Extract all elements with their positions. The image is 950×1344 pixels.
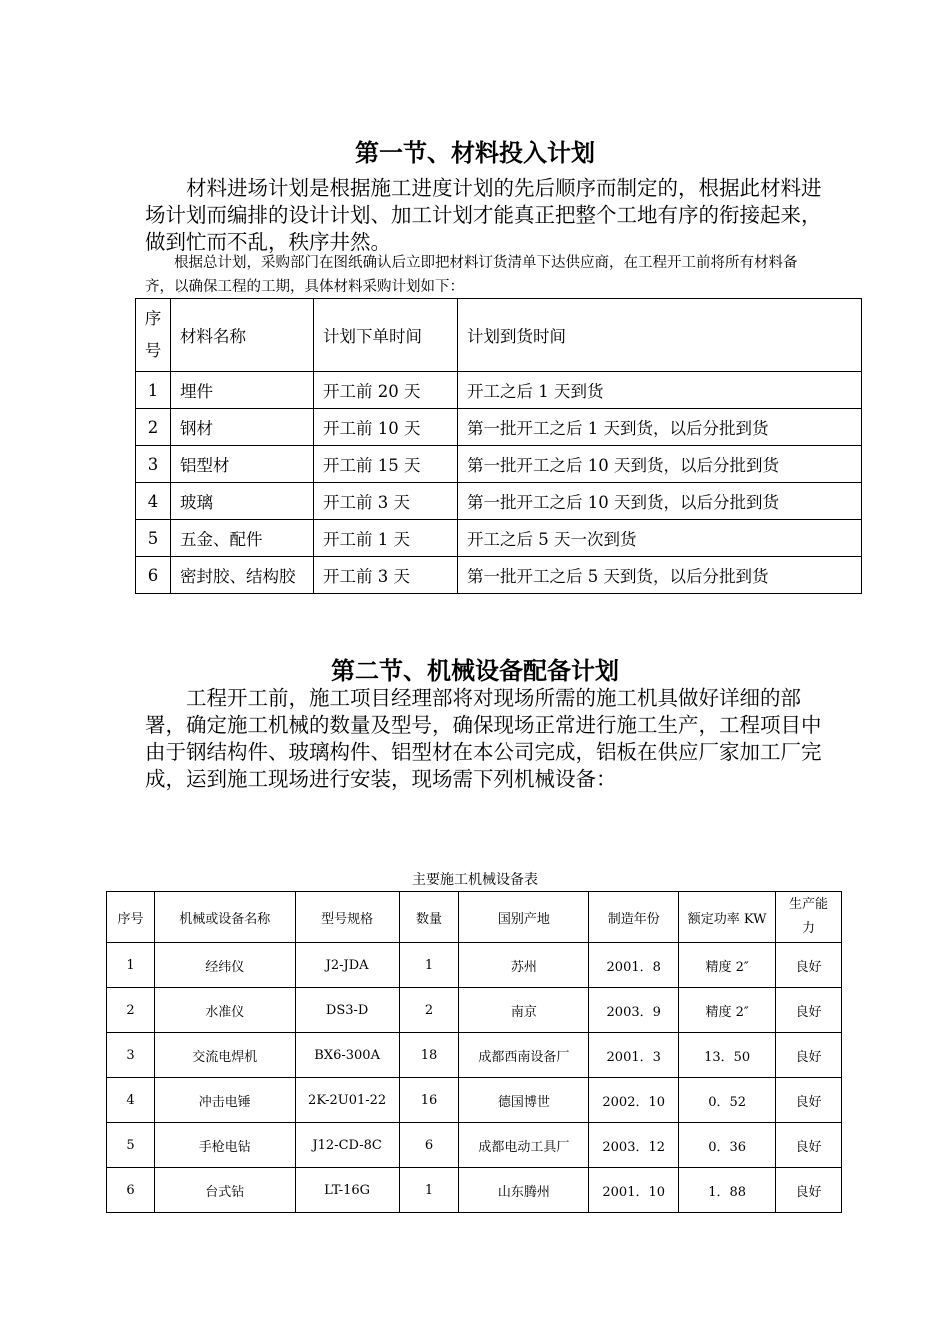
cell-capacity: 良好 (776, 1168, 842, 1213)
table-row (136, 483, 862, 520)
table-row (136, 409, 862, 446)
cell-seq: 5 (136, 520, 171, 557)
cell-order-time: 开工前 3 天 (314, 557, 458, 594)
cell-material: 埋件 (171, 372, 314, 409)
header-seq: 序号 (107, 892, 155, 943)
cell-seq: 3 (136, 446, 171, 483)
cell-year: 2003．12 (589, 1123, 679, 1168)
cell-seq: 2 (107, 988, 155, 1033)
cell-seq: 4 (136, 483, 171, 520)
cell-seq: 5 (107, 1123, 155, 1168)
cell-name: 手枪电钻 (154, 1123, 295, 1168)
cell-capacity: 良好 (776, 1123, 842, 1168)
header-model: 型号规格 (295, 892, 399, 943)
table-header-row (107, 892, 842, 943)
cell-origin: 成都电动工具厂 (459, 1123, 589, 1168)
cell-power: 精度 2″ (679, 988, 776, 1033)
cell-material: 玻璃 (171, 483, 314, 520)
header-order-time: 计划下单时间 (314, 299, 458, 372)
equipment-table-caption: 主要施工机械设备表 (412, 872, 538, 888)
cell-year: 2001．8 (589, 943, 679, 988)
cell-seq: 6 (136, 557, 171, 594)
cell-power: 0．52 (679, 1078, 776, 1123)
table-row (107, 988, 842, 1033)
cell-model: DS3-D (295, 988, 399, 1033)
table-row (136, 557, 862, 594)
cell-quantity: 1 (399, 943, 459, 988)
cell-origin: 苏州 (459, 943, 589, 988)
header-capacity: 生产能 力 (776, 892, 842, 943)
cell-name: 交流电焊机 (154, 1033, 295, 1078)
cell-origin: 山东腾州 (459, 1168, 589, 1213)
table-row (107, 1168, 842, 1213)
table-row (107, 1033, 842, 1078)
cell-seq: 2 (136, 409, 171, 446)
cell-quantity: 16 (399, 1078, 459, 1123)
table-row (107, 1078, 842, 1123)
section2-title: 第二节、机械设备配备计划 (331, 657, 619, 685)
cell-arrival-time: 第一批开工之后 5 天到货，以后分批到货 (458, 557, 862, 594)
cell-capacity: 良好 (776, 1078, 842, 1123)
cell-capacity: 良好 (776, 988, 842, 1033)
cell-name: 台式钻 (154, 1168, 295, 1213)
table-row (136, 446, 862, 483)
cell-capacity: 良好 (776, 943, 842, 988)
header-seq: 序 号 (136, 299, 171, 372)
cell-quantity: 2 (399, 988, 459, 1033)
cell-seq: 6 (107, 1168, 155, 1213)
cell-material: 铝型材 (171, 446, 314, 483)
cell-material: 五金、配件 (171, 520, 314, 557)
section2-paragraph: 工程开工前，施工项目经理部将对现场所需的施工机具做好详细的部署，确定施工机械的数量及型号，确保现场正常进行施工生产，工程项目中由于钢结构件、玻璃构件、铝型材在本公司完成，铝板在供应厂家加工厂完成，运到施工现场进行安装，现场需下列机械设备： (145, 686, 822, 791)
header-equipment-name: 机械或设备名称 (154, 892, 295, 943)
cell-name: 水准仪 (154, 988, 295, 1033)
cell-power: 精度 2″ (679, 943, 776, 988)
cell-model: J12-CD-8C (295, 1123, 399, 1168)
cell-year: 2001．3 (589, 1033, 679, 1078)
cell-arrival-time: 第一批开工之后 10 天到货，以后分批到货 (458, 483, 862, 520)
cell-capacity: 良好 (776, 1033, 842, 1078)
cell-seq: 4 (107, 1078, 155, 1123)
header-arrival-time: 计划到货时间 (458, 299, 862, 372)
table-row (107, 943, 842, 988)
header-year: 制造年份 (589, 892, 679, 943)
table-header-row (136, 299, 862, 372)
cell-origin: 德国博世 (459, 1078, 589, 1123)
cell-order-time: 开工前 20 天 (314, 372, 458, 409)
cell-arrival-time: 开工之后 1 天到货 (458, 372, 862, 409)
equipment-table (106, 891, 842, 1213)
cell-quantity: 18 (399, 1033, 459, 1078)
cell-seq: 3 (107, 1033, 155, 1078)
section1-title: 第一节、材料投入计划 (355, 139, 595, 167)
cell-arrival-time: 第一批开工之后 10 天到货，以后分批到货 (458, 446, 862, 483)
cell-seq: 1 (107, 943, 155, 988)
material-plan-table (135, 298, 862, 594)
table-row (136, 372, 862, 409)
cell-order-time: 开工前 15 天 (314, 446, 458, 483)
cell-power: 13．50 (679, 1033, 776, 1078)
cell-model: LT-16G (295, 1168, 399, 1213)
cell-name: 经纬仪 (154, 943, 295, 988)
cell-order-time: 开工前 1 天 (314, 520, 458, 557)
cell-model: BX6-300A (295, 1033, 399, 1078)
cell-power: 0．36 (679, 1123, 776, 1168)
cell-power: 1．88 (679, 1168, 776, 1213)
header-power: 额定功率 KW (679, 892, 776, 943)
cell-year: 2003．9 (589, 988, 679, 1033)
cell-year: 2002．10 (589, 1078, 679, 1123)
cell-seq: 1 (136, 372, 171, 409)
cell-origin: 南京 (459, 988, 589, 1033)
section1-intro-note: 根据总计划，采购部门在图纸确认后立即把材料订货清单下达供应商，在工程开工前将所有材料备齐，以确保工程的工期，具体材料采购计划如下： (145, 255, 798, 295)
section1-paragraph: 材料进场计划是根据施工进度计划的先后顺序而制定的，根据此材料进场计划而编排的设计计划、加工计划才能真正把整个工地有序的衔接起来，做到忙而不乱，秩序井然。 (145, 176, 822, 254)
cell-quantity: 1 (399, 1168, 459, 1213)
header-quantity: 数量 (399, 892, 459, 943)
table-row (107, 1123, 842, 1168)
cell-material: 钢材 (171, 409, 314, 446)
cell-order-time: 开工前 10 天 (314, 409, 458, 446)
cell-name: 冲击电锤 (154, 1078, 295, 1123)
cell-material: 密封胶、结构胶 (171, 557, 314, 594)
cell-year: 2001．10 (589, 1168, 679, 1213)
cell-origin: 成都西南设备厂 (459, 1033, 589, 1078)
cell-quantity: 6 (399, 1123, 459, 1168)
cell-order-time: 开工前 3 天 (314, 483, 458, 520)
cell-arrival-time: 开工之后 5 天一次到货 (458, 520, 862, 557)
cell-model: J2-JDA (295, 943, 399, 988)
cell-arrival-time: 第一批开工之后 1 天到货，以后分批到货 (458, 409, 862, 446)
header-material-name: 材料名称 (171, 299, 314, 372)
header-origin: 国别产地 (459, 892, 589, 943)
table-row (136, 520, 862, 557)
cell-model: 2K-2U01-22 (295, 1078, 399, 1123)
